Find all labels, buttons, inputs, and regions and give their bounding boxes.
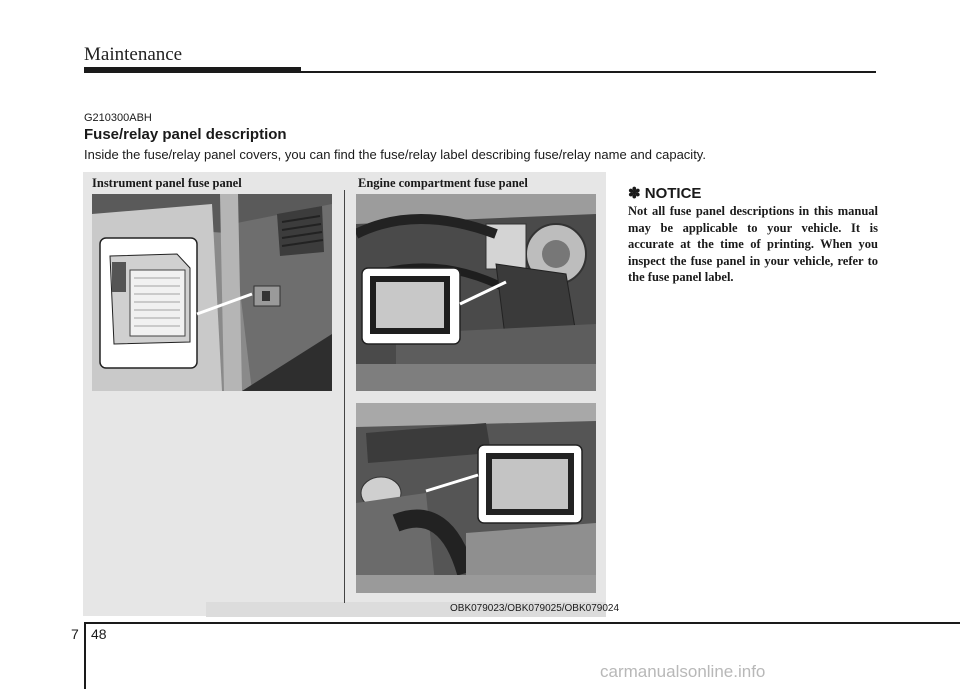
notice-symbol-icon: ✽ [628, 185, 641, 202]
notice-title-text: NOTICE [644, 185, 702, 202]
section-code: G210300ABH [84, 112, 152, 124]
header-rule-thick [84, 67, 301, 73]
figure-divider [344, 190, 345, 603]
label-instrument-panel: Instrument panel fuse panel [92, 176, 242, 190]
watermark: carmanualsonline.info [600, 662, 766, 681]
instrument-panel-photo [92, 194, 332, 391]
header-rule-thin [301, 71, 876, 73]
notice-title [628, 184, 701, 202]
notice-body: Not all fuse panel descriptions in this manual may be applicable to your vehicle. It is accurate at the time of printing. When you inspect the fuse panel in your vehicle, refer to the fuse panel label. [628, 204, 878, 284]
engine-compartment-photo-2 [356, 403, 596, 593]
page-number: 48 [91, 626, 107, 642]
footer-divider [84, 622, 86, 689]
chapter-number: 7 [71, 626, 79, 642]
footer-rule [84, 622, 960, 624]
section-intro: Inside the fuse/relay panel covers, you can find the fuse/relay label describing fuse/relay name and capacity. [84, 147, 706, 162]
label-engine-compartment: Engine compartment fuse panel [358, 176, 528, 190]
page-header-title: Maintenance [84, 44, 183, 65]
section-title: Fuse/relay panel description [84, 126, 287, 143]
engine-compartment-photo-1 [356, 194, 596, 391]
figure-caption: OBK079023/OBK079025/OBK079024 [450, 603, 620, 614]
